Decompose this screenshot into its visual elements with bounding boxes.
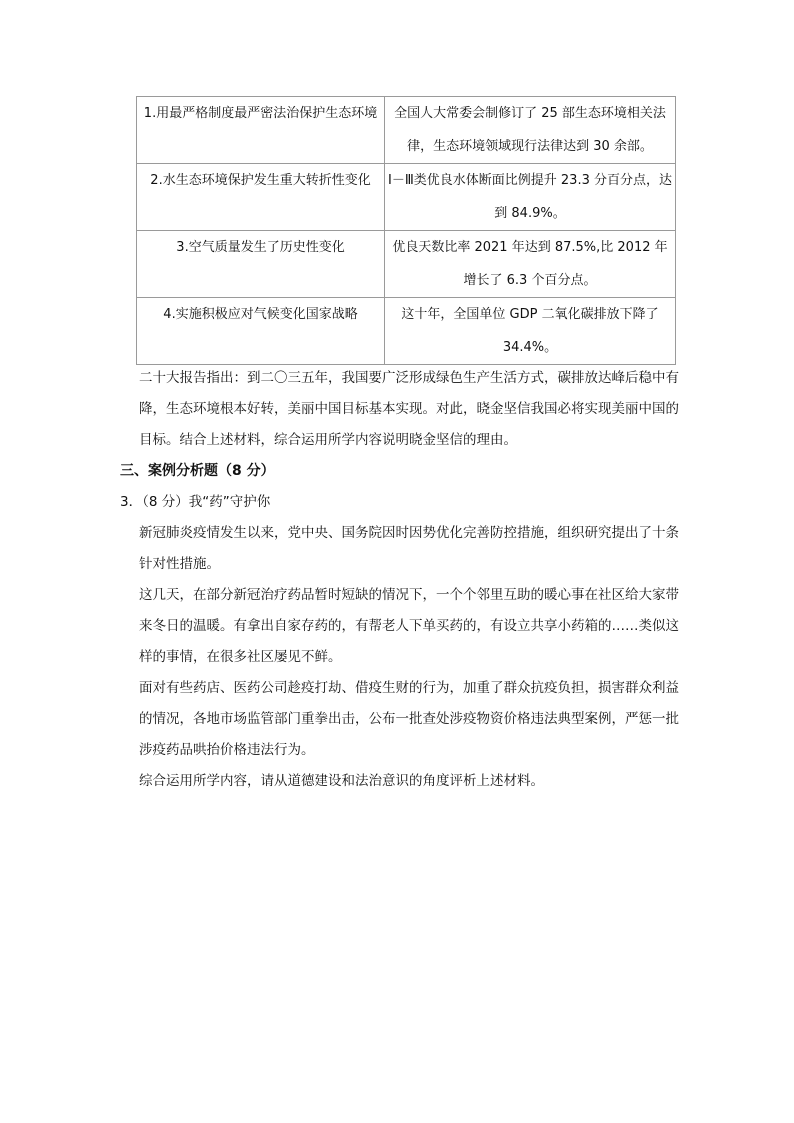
question-3-instruction: 综合运用所学内容，请从道德建设和法治意识的角度评析上述材料。 [139,773,544,789]
table-cell-result: 全国人大常委会制修订了 25 部生态环境相关法律，生态环境领域现行法律达到 30 余部。 [385,97,676,164]
table-cell-result: 优良天数比率 2021 年达到 87.5%,比 2012 年增长了 6.3 个百分点。 [385,231,676,298]
question-3-paragraph: 面对有些药店、医药公司趁疫打劫、借疫生财的行为，加重了群众抗疫负担，损害群众利益的情况，各地市场监管部门重拳出击，公布一批查处涉疫物资价格违法典型案例，严惩一批涉疫药品哄抬价格违法行为。 [139,680,679,758]
section-heading: 三、案例分析题（8 分） [120,463,275,479]
table-cell-measure: 2.水生态环境保护发生重大转折性变化 [137,164,385,231]
question-2-prompt: 二十大报告指出：到二〇三五年，我国要广泛形成绿色生产生活方式，碳排放达峰后稳中有降，生态环境根本好转，美丽中国目标基本实现。对此，晓金坚信我国必将实现美丽中国的目标。结合上述材料，综合运用所学内容说明晓金坚信的理由。 [139,370,679,448]
question-3-paragraph: 新冠肺炎疫情发生以来，党中央、国务院因时因势优化完善防控措施，组织研究提出了十条针对性措施。 [139,525,679,572]
table-cell-result: Ⅰ－Ⅲ类优良水体断面比例提升 23.3 分百分点，达到 84.9%。 [385,164,676,231]
table-row [137,231,676,298]
question-3-paragraph: 这几天，在部分新冠治疗药品暂时短缺的情况下，一个个邻里互助的暖心事在社区给大家带来冬日的温暖。有拿出自家存药的，有帮老人下单买药的，有设立共享小药箱的……类似这样的事情，在很多社区屡见不鲜。 [139,587,679,665]
table-cell-measure: 1.用最严格制度最严密法治保护生态环境 [137,97,385,164]
table-cell-measure: 4.实施积极应对气候变化国家战略 [137,298,385,365]
ecology-achievement-table [136,96,676,365]
table-row [137,164,676,231]
table-row [137,298,676,365]
table-cell-measure: 3.空气质量发生了历史性变化 [137,231,385,298]
table-cell-result: 这十年，全国单位 GDP 二氧化碳排放下降了 34.4%。 [385,298,676,365]
table-row [137,97,676,164]
question-3-title: 3．（8 分）我“药”守护你 [120,494,271,510]
